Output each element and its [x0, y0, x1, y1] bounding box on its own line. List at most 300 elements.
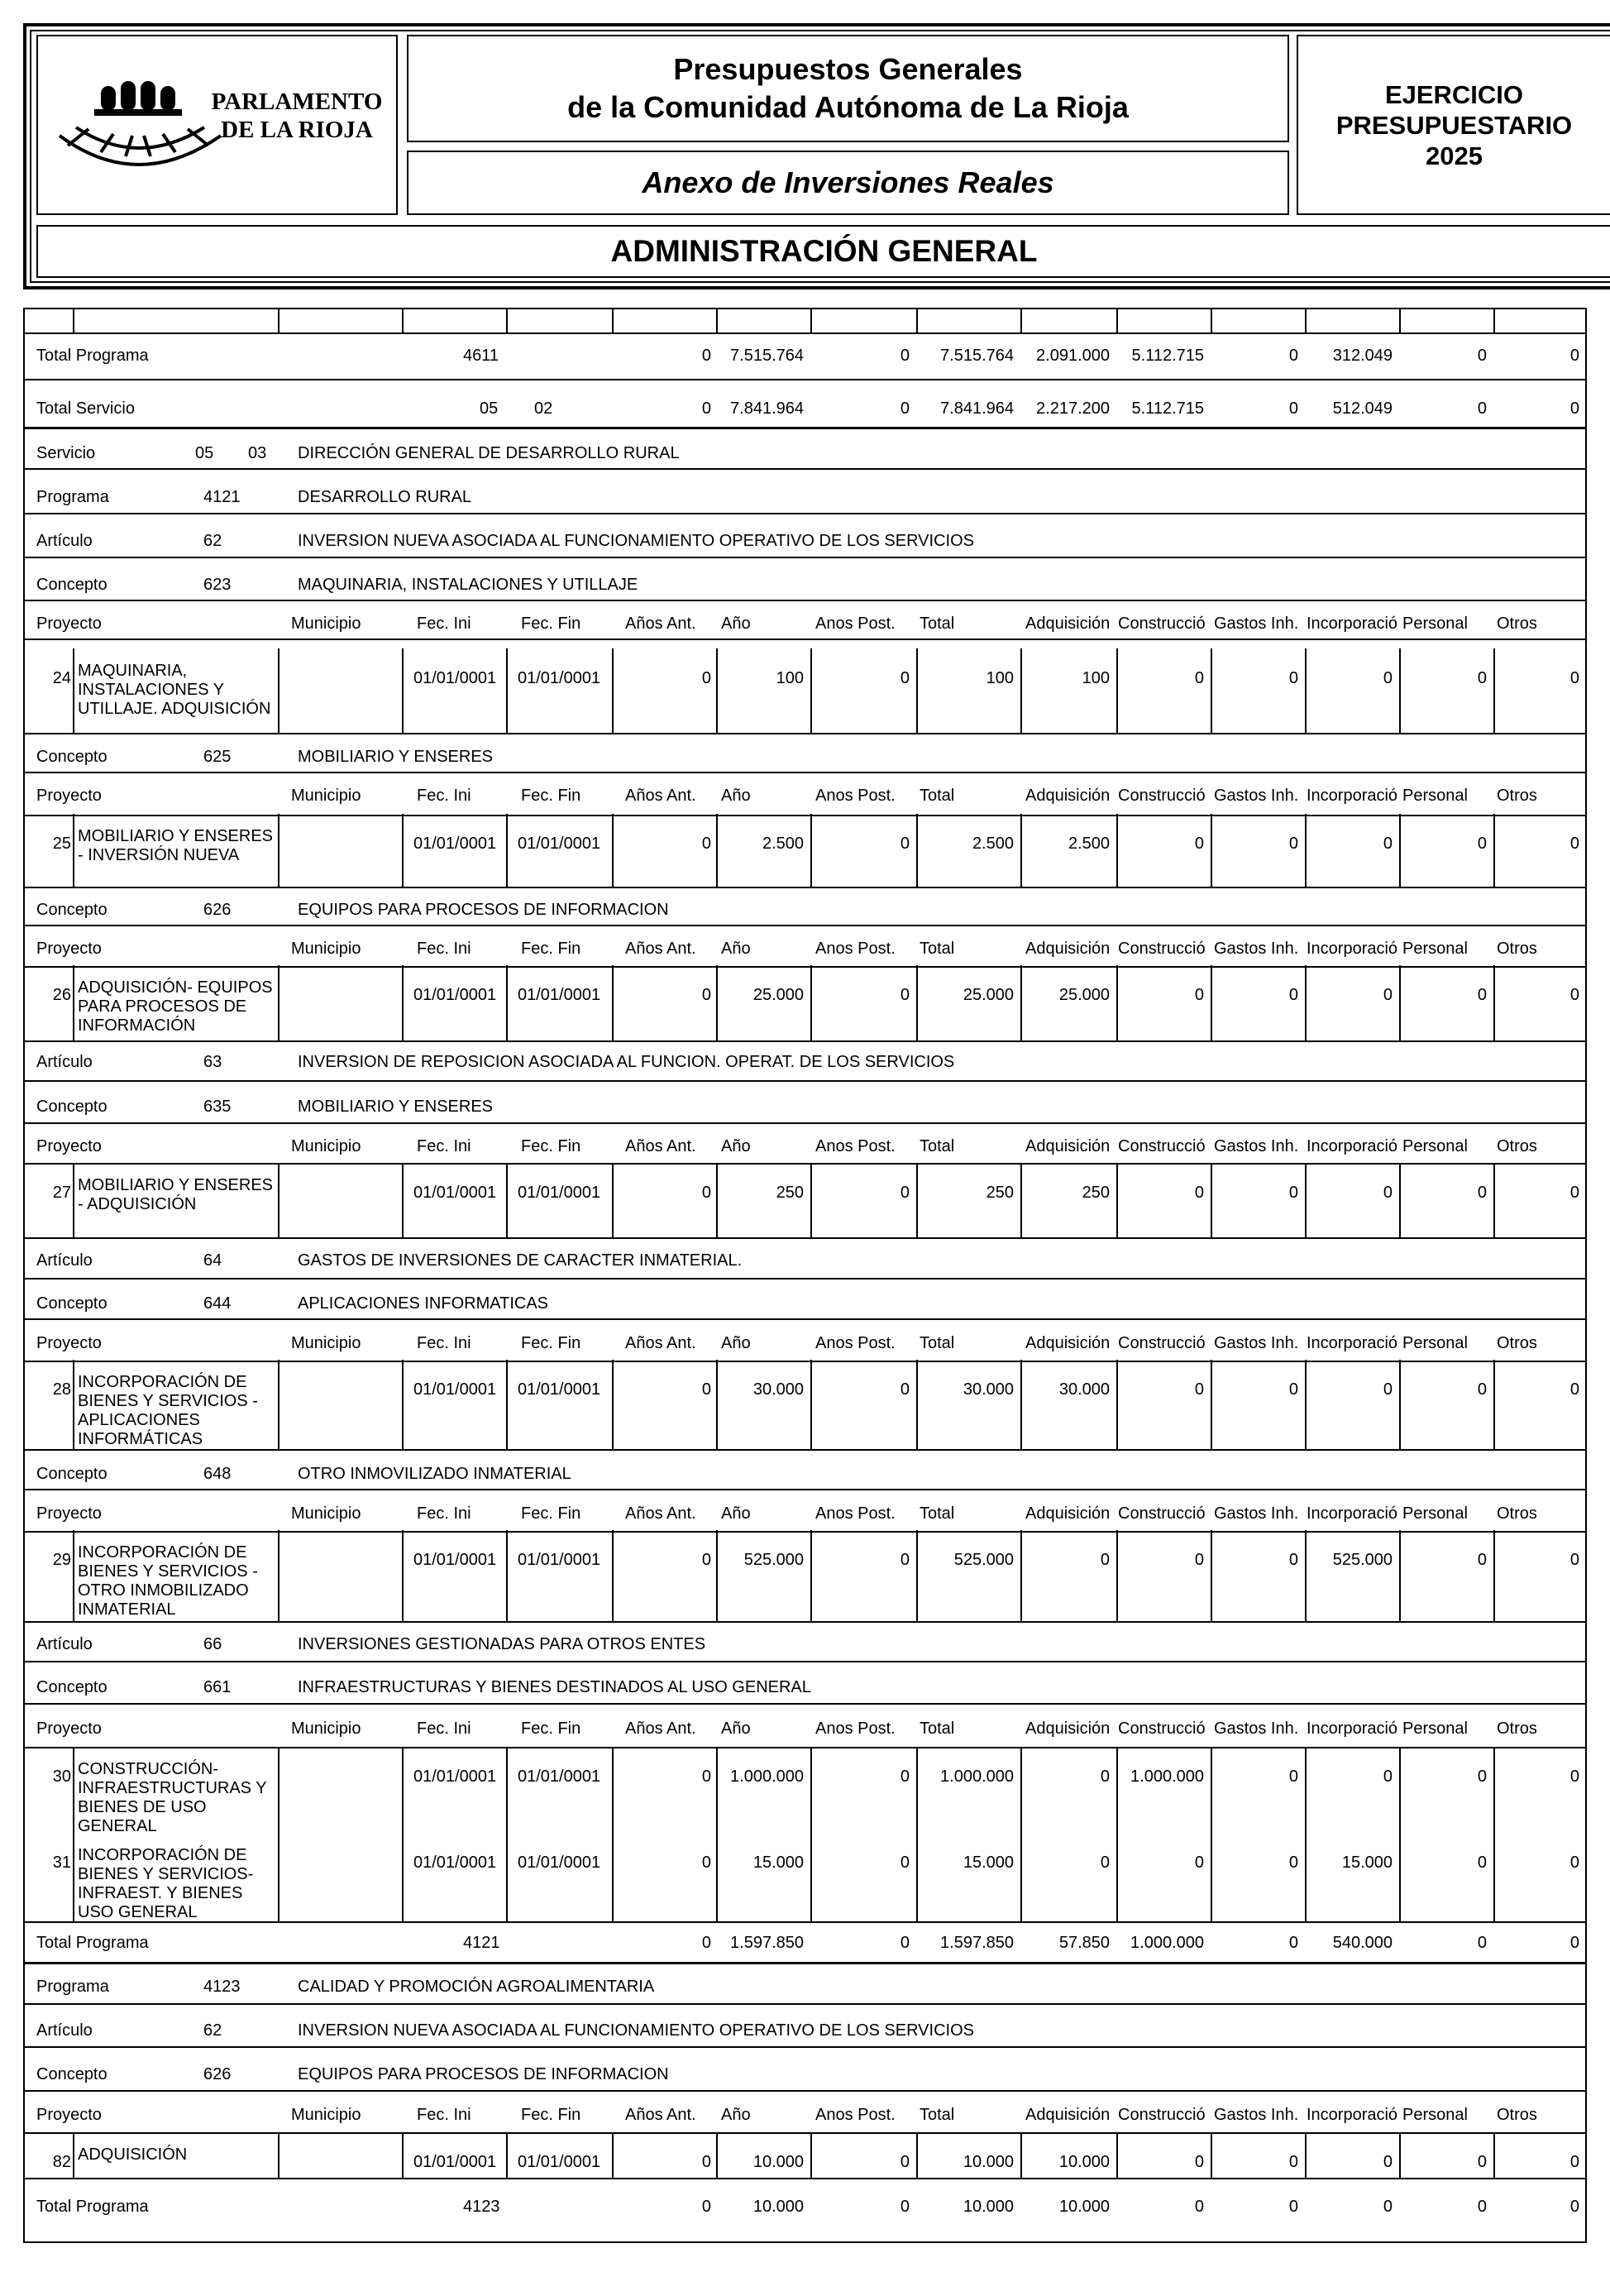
project-fec-ini: 01/01/0001: [413, 2153, 497, 2171]
column-header-fec_fin: Fec. Fin: [521, 2106, 581, 2124]
value-ano: 2.500: [762, 835, 804, 853]
value-total: 7.841.964: [940, 399, 1014, 418]
grid-vline: [916, 814, 918, 887]
value-cons: 0: [1194, 1854, 1204, 1872]
column-header-total: Total: [920, 2106, 955, 2124]
value-anos_ant: 0: [701, 835, 711, 853]
grid-vline: [716, 1360, 718, 1449]
row-label: Artículo: [36, 1251, 93, 1270]
grid-vline: [1116, 965, 1118, 1040]
grid-vline: [278, 814, 279, 887]
value-ano: 10.000: [752, 2153, 804, 2171]
column-header-anos_post: Anos Post.: [815, 2106, 896, 2124]
value-gastos: 0: [1288, 1184, 1298, 1202]
column-header-fec_ini: Fec. Ini: [417, 1137, 471, 1155]
table-left-border: [23, 308, 25, 2243]
grid-vline: [1020, 1360, 1022, 1449]
column-header-ano: Año: [721, 1504, 751, 1523]
column-header-total: Total: [920, 615, 955, 633]
grid-vline: [1020, 2132, 1022, 2178]
subtitle-box: [407, 151, 1289, 215]
grid-vline: [810, 1163, 812, 1237]
row-name: GASTOS DE INVERSIONES DE CARACTER INMATERIAL.: [298, 1251, 743, 1270]
column-header-anos_ant: Años Ant.: [625, 1504, 696, 1523]
value-anos_ant: 0: [701, 1380, 711, 1399]
row-name: INVERSIONES GESTIONADAS PARA OTROS ENTES: [298, 1635, 706, 1653]
value-anos_post: 0: [900, 2153, 910, 2171]
value-anos_ant: 0: [701, 1854, 711, 1872]
section-title-box: [36, 225, 1610, 278]
row-label: Concepto: [36, 1465, 107, 1483]
grid-vline: [1399, 965, 1401, 1040]
column-header-gastos_inh: Gastos Inh.: [1214, 940, 1299, 958]
grid-vline: [1493, 965, 1495, 1040]
grid-vline: [716, 1747, 718, 1921]
grid-vline: [402, 814, 404, 887]
grid-vline: [1020, 1163, 1022, 1237]
grid-vline: [73, 1360, 74, 1449]
project-number: 31: [52, 1854, 71, 1872]
value-otros: 0: [1569, 399, 1579, 418]
grid-hline: [23, 1449, 1585, 1451]
project-fec-ini: 01/01/0001: [413, 1551, 497, 1569]
column-header-fec_fin: Fec. Fin: [521, 1504, 581, 1523]
grid-vline: [1116, 308, 1118, 332]
grid-hline: [23, 1040, 1585, 1042]
row-code: 644: [203, 1294, 232, 1313]
grid-vline: [1211, 1360, 1212, 1449]
value-gastos: 0: [1288, 835, 1298, 853]
project-fec-fin: 01/01/0001: [518, 835, 601, 853]
column-header-otros: Otros: [1497, 787, 1537, 805]
grid-vline: [1116, 1360, 1118, 1449]
grid-vline: [716, 814, 718, 887]
grid-hline: [23, 1361, 1585, 1362]
value-anos_ant: 0: [701, 1767, 711, 1786]
column-header-otros: Otros: [1497, 1504, 1537, 1523]
grid-hline: [23, 513, 1585, 514]
row-code: 4121: [203, 488, 241, 506]
grid-vline: [810, 1530, 812, 1621]
value-personal: 0: [1477, 1184, 1487, 1202]
grid-vline: [1305, 1747, 1307, 1921]
column-header-otros: Otros: [1497, 1720, 1537, 1738]
grid-vline: [916, 1360, 918, 1449]
row-name: CALIDAD Y PROMOCIÓN AGROALIMENTARIA: [298, 1978, 655, 1996]
project-fec-fin: 01/01/0001: [518, 1380, 601, 1399]
grid-hline: [23, 600, 1585, 601]
row-label: Concepto: [36, 748, 107, 766]
column-header-ano: Año: [721, 615, 751, 633]
value-otros: 0: [1569, 1767, 1579, 1786]
value-ano: 525.000: [743, 1551, 804, 1569]
row-name: DIRECCIÓN GENERAL DE DESARROLLO RURAL: [298, 444, 680, 462]
row-label: Concepto: [36, 901, 107, 919]
project-number: 26: [52, 986, 71, 1004]
column-header-municipio: Municipio: [291, 940, 361, 958]
column-header-proyecto: Proyecto: [36, 2106, 102, 2124]
grid-vline: [1020, 648, 1022, 733]
section-title: ADMINISTRACIÓN GENERAL: [610, 234, 1038, 268]
grid-vline: [716, 1530, 718, 1621]
grid-vline: [612, 1360, 614, 1449]
value-cons: 0: [1194, 986, 1204, 1004]
value-anos_post: 0: [900, 835, 910, 853]
column-header-anos_ant: Años Ant.: [625, 787, 696, 805]
value-cons: 0: [1194, 1380, 1204, 1399]
subtitle: Anexo de Inversiones Reales: [642, 165, 1054, 199]
value-adq: 30.000: [1058, 1380, 1110, 1399]
row-name: OTRO INMOVILIZADO INMATERIAL: [298, 1465, 571, 1483]
grid-vline: [1116, 1747, 1118, 1921]
column-header-municipio: Municipio: [291, 2106, 361, 2124]
grid-vline: [1116, 1530, 1118, 1621]
grid-hline: [23, 2132, 1585, 2134]
value-otros: 0: [1569, 1934, 1579, 1952]
column-header-proyecto: Proyecto: [36, 1334, 102, 1352]
title-box: [407, 35, 1289, 142]
project-description: INCORPORACIÓN DE BIENES Y SERVICIOS- INFRAEST. Y BIENES USO GENERAL: [78, 1846, 254, 1921]
grid-hline: [23, 1703, 1585, 1705]
value-personal: 0: [1477, 347, 1487, 365]
row-name: EQUIPOS PARA PROCESOS DE INFORMACION: [298, 2065, 669, 2083]
value-total: 1.597.850: [940, 1934, 1014, 1952]
grid-vline: [73, 2132, 74, 2178]
column-header-anos_ant: Años Ant.: [625, 2106, 696, 2124]
row-name: INVERSION NUEVA ASOCIADA AL FUNCIONAMIENTO OPERATIVO DE LOS SERVICIOS: [298, 2021, 974, 2040]
project-description: ADQUISICIÓN: [78, 2145, 188, 2164]
row-name: DESARROLLO RURAL: [298, 488, 472, 506]
grid-vline: [1493, 814, 1495, 887]
grid-vline: [73, 814, 74, 887]
column-header-gastos_inh: Gastos Inh.: [1214, 787, 1299, 805]
value-cons: 0: [1194, 1184, 1204, 1202]
project-number: 25: [52, 835, 71, 853]
value-total: 100: [986, 669, 1014, 687]
project-fec-fin: 01/01/0001: [518, 986, 601, 1004]
grid-vline: [402, 1530, 404, 1621]
grid-vline: [810, 308, 812, 332]
value-personal: 0: [1477, 1934, 1487, 1952]
grid-hline: [23, 1531, 1585, 1533]
column-header-anos_ant: Años Ant.: [625, 1137, 696, 1155]
value-adq: 250: [1082, 1184, 1110, 1202]
column-header-personal: Personal: [1402, 615, 1468, 633]
value-incorp: 0: [1383, 986, 1393, 1004]
value-total: 2.500: [972, 835, 1014, 853]
row-name: MOBILIARIO Y ENSERES: [298, 1098, 494, 1116]
column-header-fec_ini: Fec. Ini: [417, 2106, 471, 2124]
column-header-adquisicion: Adquisición: [1025, 615, 1111, 633]
value-adq: 0: [1100, 1854, 1110, 1872]
column-header-gastos_inh: Gastos Inh.: [1214, 1137, 1299, 1155]
column-header-municipio: Municipio: [291, 615, 361, 633]
value-anos_post: 0: [900, 399, 910, 418]
column-header-construccion: Construcció: [1118, 2106, 1206, 2124]
column-header-incorporacion: Incorporació: [1307, 1137, 1398, 1155]
grid-vline: [73, 648, 74, 733]
column-header-fec_fin: Fec. Fin: [521, 615, 581, 633]
project-fec-fin: 01/01/0001: [518, 1854, 601, 1872]
grid-vline: [402, 308, 404, 332]
value-anos_ant: 0: [701, 1551, 711, 1569]
row-label: Servicio: [36, 444, 96, 462]
grid-vline: [612, 2132, 614, 2178]
value-adq: 10.000: [1058, 2153, 1110, 2171]
value-otros: 0: [1569, 1854, 1579, 1872]
grid-vline: [810, 648, 812, 733]
project-fec-fin: 01/01/0001: [518, 1551, 601, 1569]
grid-hline: [23, 815, 1585, 816]
column-header-fec_ini: Fec. Ini: [417, 787, 471, 805]
value-incorp: 0: [1383, 1380, 1393, 1399]
value-incorp: 0: [1383, 835, 1393, 853]
grid-vline: [1399, 2132, 1401, 2178]
project-number: 82: [52, 2153, 71, 2171]
grid-vline: [73, 1530, 74, 1621]
column-header-fec_ini: Fec. Ini: [417, 615, 471, 633]
value-total: 15.000: [963, 1854, 1014, 1872]
column-header-anos_ant: Años Ant.: [625, 940, 696, 958]
grid-vline: [1020, 1530, 1022, 1621]
project-fec-ini: 01/01/0001: [413, 669, 497, 687]
column-header-anos_post: Anos Post.: [815, 1504, 896, 1523]
column-header-fec_fin: Fec. Fin: [521, 1720, 581, 1738]
row-name: INVERSION DE REPOSICION ASOCIADA AL FUNCION. OPERAT. DE LOS SERVICIOS: [298, 1053, 955, 1071]
column-header-fec_fin: Fec. Fin: [521, 787, 581, 805]
grid-hline: [23, 468, 1585, 470]
value-total: 7.515.764: [940, 347, 1014, 365]
grid-hline: [23, 1278, 1585, 1280]
value-otros: 0: [1569, 835, 1579, 853]
logo-box: [36, 35, 398, 215]
column-header-municipio: Municipio: [291, 1334, 361, 1352]
grid-vline: [612, 814, 614, 887]
value-adq: 2.091.000: [1036, 347, 1110, 365]
grid-hline: [23, 1163, 1585, 1165]
column-header-incorporacion: Incorporació: [1307, 787, 1398, 805]
column-header-construccion: Construcció: [1118, 615, 1206, 633]
column-header-adquisicion: Adquisición: [1025, 1720, 1111, 1738]
grid-vline: [1020, 308, 1022, 332]
grid-vline: [278, 1747, 279, 1921]
row-code: 623: [203, 576, 232, 594]
row-label: Artículo: [36, 532, 93, 550]
value-total: 10.000: [963, 2153, 1014, 2171]
column-header-proyecto: Proyecto: [36, 1720, 102, 1738]
grid-hline: [23, 2046, 1585, 2048]
value-total: 10.000: [963, 2198, 1014, 2216]
project-description: INCORPORACIÓN DE BIENES Y SERVICIOS - OTRO INMOBILIZADO INMATERIAL: [78, 1543, 258, 1619]
row-name: EQUIPOS PARA PROCESOS DE INFORMACION: [298, 901, 669, 919]
value-gastos: 0: [1288, 2198, 1298, 2216]
value-anos_post: 0: [900, 2198, 910, 2216]
value-gastos: 0: [1288, 1767, 1298, 1786]
project-description: CONSTRUCCIÓN- INFRAESTRUCTURAS Y BIENES DE USO GENERAL: [78, 1760, 267, 1835]
column-header-ano: Año: [721, 2106, 751, 2124]
value-gastos: 0: [1288, 1854, 1298, 1872]
row-code: 661: [203, 1678, 232, 1696]
grid-vline: [810, 814, 812, 887]
value-gastos: 0: [1288, 1551, 1298, 1569]
column-header-total: Total: [920, 1137, 955, 1155]
value-anos_ant: 0: [701, 669, 711, 687]
value-anos_post: 0: [900, 986, 910, 1004]
value-incorp: 0: [1383, 1184, 1393, 1202]
column-header-total: Total: [920, 787, 955, 805]
grid-vline: [506, 1360, 508, 1449]
value-adq: 25.000: [1058, 986, 1110, 1004]
grid-vline: [73, 308, 74, 332]
grid-vline: [612, 648, 614, 733]
grid-vline: [506, 965, 508, 1040]
grid-vline: [402, 2132, 404, 2178]
grid-vline: [73, 965, 74, 1040]
grid-vline: [1116, 1163, 1118, 1237]
project-fec-ini: 01/01/0001: [413, 1184, 497, 1202]
grid-vline: [916, 965, 918, 1040]
project-description: ADQUISICIÓN- EQUIPOS PARA PROCESOS DE INFORMACIÓN: [78, 978, 273, 1035]
value-ano: 7.841.964: [730, 399, 804, 418]
grid-vline: [1399, 1360, 1401, 1449]
column-header-ano: Año: [721, 940, 751, 958]
value-anos_post: 0: [900, 347, 910, 365]
column-header-fec_ini: Fec. Ini: [417, 1720, 471, 1738]
value-anos_post: 0: [900, 1184, 910, 1202]
value-anos_ant: 0: [701, 986, 711, 1004]
value-adq: 2.500: [1068, 835, 1110, 853]
column-header-gastos_inh: Gastos Inh.: [1214, 615, 1299, 633]
grid-vline: [1493, 648, 1495, 733]
value-anos_ant: 0: [701, 347, 711, 365]
grid-vline: [278, 648, 279, 733]
grid-vline: [1399, 1530, 1401, 1621]
grid-vline: [1305, 2132, 1307, 2178]
value-personal: 0: [1477, 986, 1487, 1004]
org-name: PARLAMENTO DE LA RIOJA: [211, 88, 383, 143]
grid-hline: [23, 1080, 1585, 1082]
value-ano: 15.000: [752, 1854, 804, 1872]
project-fec-ini: 01/01/0001: [413, 1767, 497, 1786]
grid-hline: [23, 733, 1585, 734]
row-label: Programa: [36, 1978, 109, 1996]
value-anos_ant: 0: [701, 399, 711, 418]
grid-vline: [612, 1747, 614, 1921]
total-programa-label: Total Programa: [36, 2198, 149, 2216]
grid-vline: [716, 965, 718, 1040]
grid-vline: [1020, 1747, 1022, 1921]
grid-vline: [1399, 1163, 1401, 1237]
value-personal: 0: [1477, 1854, 1487, 1872]
grid-vline: [278, 1360, 279, 1449]
grid-vline: [1211, 1163, 1212, 1237]
grid-vline: [1493, 1530, 1495, 1621]
value-personal: 0: [1477, 1767, 1487, 1786]
column-header-anos_ant: Años Ant.: [625, 1720, 696, 1738]
value-personal: 0: [1477, 669, 1487, 687]
column-header-ano: Año: [721, 1720, 751, 1738]
row-label: Artículo: [36, 2021, 93, 2040]
grid-hline: [23, 2003, 1585, 2005]
grid-vline: [506, 648, 508, 733]
value-cons: 0: [1194, 669, 1204, 687]
column-header-construccion: Construcció: [1118, 1720, 1206, 1738]
grid-vline: [1305, 1530, 1307, 1621]
grid-vline: [916, 1747, 918, 1921]
column-header-otros: Otros: [1497, 1137, 1537, 1155]
grid-vline: [1211, 308, 1212, 332]
grid-vline: [506, 1530, 508, 1621]
row-code: 64: [203, 1251, 222, 1270]
column-header-incorporacion: Incorporació: [1307, 2106, 1398, 2124]
grid-hline: [23, 887, 1585, 888]
column-header-personal: Personal: [1402, 2106, 1468, 2124]
column-header-municipio: Municipio: [291, 1504, 361, 1523]
grid-vline: [916, 1163, 918, 1237]
grid-vline: [278, 2132, 279, 2178]
value-ano: 25.000: [752, 986, 804, 1004]
grid-vline: [506, 1747, 508, 1921]
grid-hline: [23, 557, 1585, 558]
grid-vline: [716, 308, 718, 332]
grid-vline: [1211, 2132, 1212, 2178]
grid-vline: [73, 1163, 74, 1237]
row-name: INVERSION NUEVA ASOCIADA AL FUNCIONAMIENTO OPERATIVO DE LOS SERVICIOS: [298, 532, 974, 550]
row-code: 648: [203, 1465, 232, 1483]
value-gastos: 0: [1288, 1380, 1298, 1399]
value-personal: 0: [1477, 1551, 1487, 1569]
column-header-construccion: Construcció: [1118, 1137, 1206, 1155]
grid-vline: [278, 308, 279, 332]
value-cons: 5.112.715: [1131, 399, 1204, 418]
column-header-anos_ant: Años Ant.: [625, 1334, 696, 1352]
grid-vline: [1305, 648, 1307, 733]
grid-hline: [23, 2090, 1585, 2092]
project-fec-ini: 01/01/0001: [413, 835, 497, 853]
value-cons: 1.000.000: [1130, 1767, 1204, 1786]
row-code: 4123: [203, 1978, 241, 1996]
value-cons: 0: [1194, 1551, 1204, 1569]
grid-vline: [916, 648, 918, 733]
value-gastos: 0: [1288, 1934, 1298, 1952]
project-fec-fin: 01/01/0001: [518, 2153, 601, 2171]
grid-vline: [1585, 308, 1587, 332]
column-header-anos_post: Anos Post.: [815, 787, 896, 805]
value-personal: 0: [1477, 399, 1487, 418]
grid-vline: [1211, 1747, 1212, 1921]
value-incorp: 15.000: [1341, 1854, 1393, 1872]
grid-vline: [1493, 1747, 1495, 1921]
row-name: APLICACIONES INFORMATICAS: [298, 1294, 549, 1313]
value-anos_post: 0: [900, 1767, 910, 1786]
row-code: 03: [248, 444, 267, 462]
grid-vline: [402, 1163, 404, 1237]
value-otros: 0: [1569, 2153, 1579, 2171]
grid-vline: [402, 1747, 404, 1921]
grid-vline: [1116, 648, 1118, 733]
grid-vline: [506, 814, 508, 887]
grid-vline: [716, 2132, 718, 2178]
column-header-ano: Año: [721, 1137, 751, 1155]
column-header-construccion: Construcció: [1118, 1334, 1206, 1352]
grid-vline: [1399, 814, 1401, 887]
row-name: MOBILIARIO Y ENSERES: [298, 748, 494, 766]
value-otros: 0: [1569, 1380, 1579, 1399]
project-fec-fin: 01/01/0001: [518, 669, 601, 687]
column-header-construccion: Construcció: [1118, 787, 1206, 805]
grid-vline: [1493, 2132, 1495, 2178]
grid-hline: [23, 1122, 1585, 1124]
